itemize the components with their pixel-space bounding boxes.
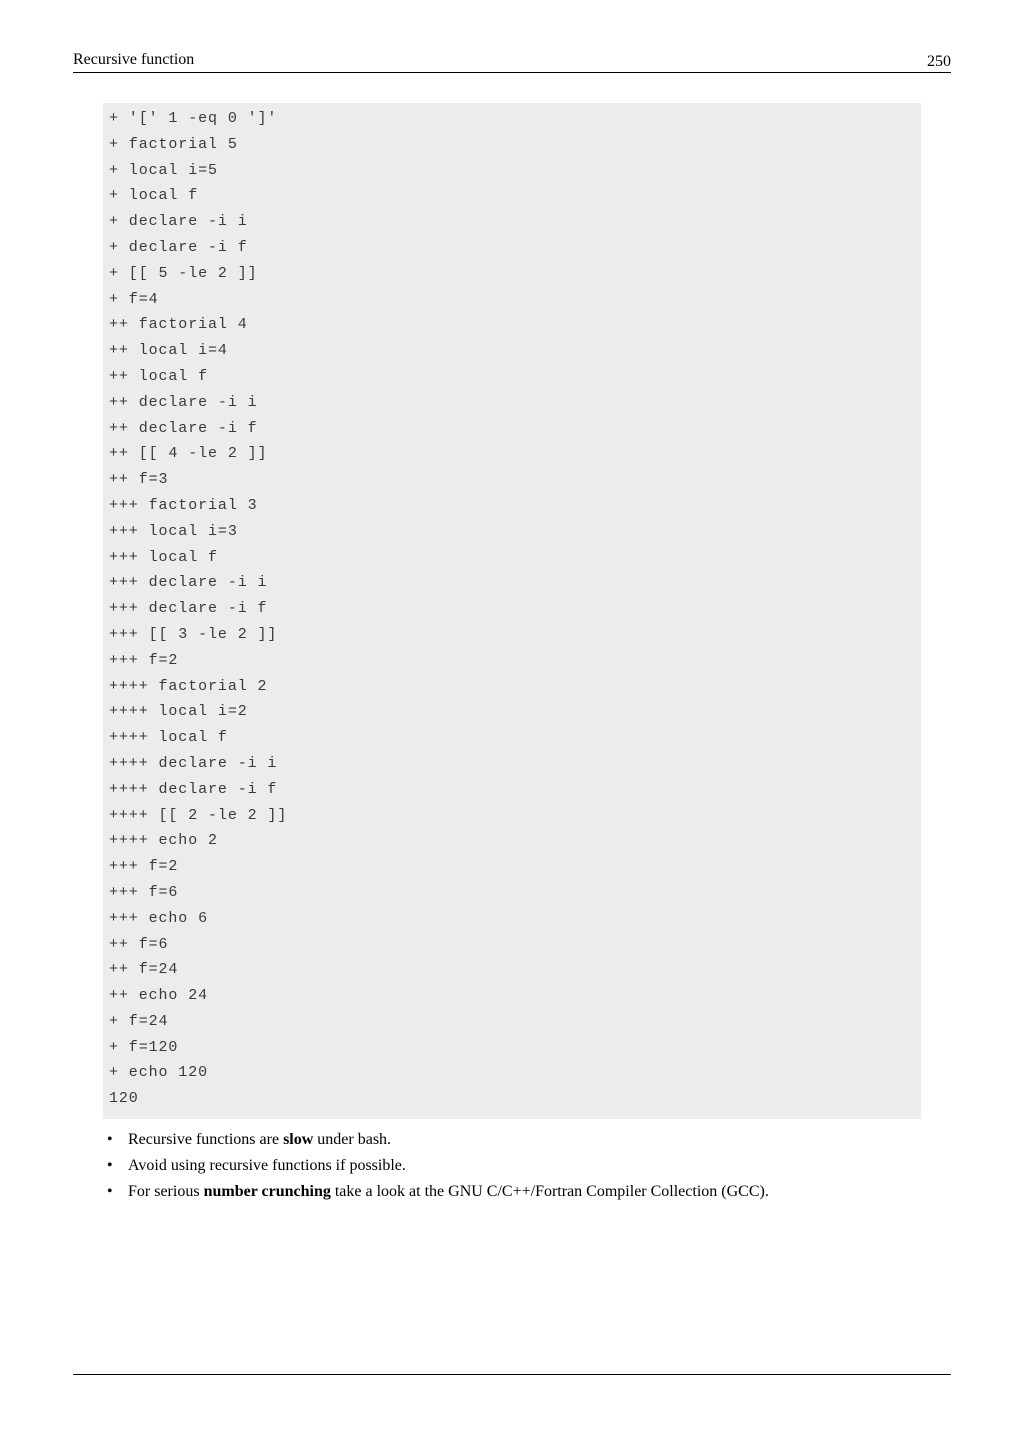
code-line: ++++ [[ 2 -le 2 ]] xyxy=(109,806,288,824)
bullet-text: For serious xyxy=(128,1183,204,1200)
code-line: + echo 120 xyxy=(109,1064,209,1082)
code-line: +++ f=6 xyxy=(109,883,179,901)
list-item xyxy=(107,1127,947,1153)
code-line: ++ f=6 xyxy=(109,935,169,953)
code-line: +++ factorial 3 xyxy=(109,496,258,514)
code-line: +++ local f xyxy=(109,548,218,566)
code-line: ++ f=24 xyxy=(109,961,179,979)
code-line: +++ [[ 3 -le 2 ]] xyxy=(109,625,278,643)
code-line: +++ f=2 xyxy=(109,858,179,876)
code-block xyxy=(103,103,921,1119)
code-line: ++ factorial 4 xyxy=(109,316,248,334)
code-line: ++++ local i=2 xyxy=(109,703,248,721)
code-line: + local f xyxy=(109,187,199,205)
code-line: +++ local i=3 xyxy=(109,522,238,540)
code-line: ++++ echo 2 xyxy=(109,832,218,850)
code-line: + f=24 xyxy=(109,1012,169,1030)
list-item xyxy=(107,1153,947,1179)
code-line: +++ f=2 xyxy=(109,651,179,669)
code-line: + '[' 1 -eq 0 ']' xyxy=(109,110,278,127)
code-line: + declare -i i xyxy=(109,213,248,231)
code-line: + f=120 xyxy=(109,1038,179,1056)
page-number: 250 xyxy=(927,53,951,70)
code-line: + local i=5 xyxy=(109,161,218,179)
code-line: +++ declare -i i xyxy=(109,574,268,592)
bullet-text: Recursive functions are xyxy=(128,1131,284,1148)
code-line: ++++ declare -i i xyxy=(109,754,278,772)
footer-divider xyxy=(73,1374,951,1375)
code-line: ++ echo 24 xyxy=(109,987,209,1005)
code-line: ++ [[ 4 -le 2 ]] xyxy=(109,445,268,463)
bullet-text: take a look at the GNU C/C++/Fortran Compiler Collection (GCC). xyxy=(330,1183,769,1200)
bullet-marker: • xyxy=(107,1131,113,1148)
code-line: ++++ local f xyxy=(109,729,228,747)
code-line: ++++ declare -i f xyxy=(109,780,278,798)
bullet-marker: • xyxy=(107,1183,113,1200)
code-line: ++ local i=4 xyxy=(109,342,228,360)
code-line: +++ declare -i f xyxy=(109,600,268,618)
code-line: + f=4 xyxy=(109,290,159,308)
code-line: + [[ 5 -le 2 ]] xyxy=(109,264,258,282)
page-header xyxy=(73,50,951,73)
code-line: ++ local f xyxy=(109,367,209,385)
bullet-bold-text: slow xyxy=(283,1131,314,1148)
code-line: +++ echo 6 xyxy=(109,909,209,927)
bullet-list xyxy=(107,1127,947,1205)
header-title: Recursive function xyxy=(73,51,195,68)
code-line: ++ f=3 xyxy=(109,471,169,489)
bullet-marker: • xyxy=(107,1157,113,1174)
list-item xyxy=(107,1179,947,1205)
code-line: + factorial 5 xyxy=(109,135,238,153)
bullet-bold-text: number crunching xyxy=(203,1183,331,1200)
code-line: ++ declare -i i xyxy=(109,393,258,411)
code-line: + declare -i f xyxy=(109,238,248,256)
code-line: ++ declare -i f xyxy=(109,419,258,437)
bullet-text: Avoid using recursive functions if possible. xyxy=(128,1157,406,1174)
bullet-text: under bash. xyxy=(313,1131,392,1148)
code-line: ++++ factorial 2 xyxy=(109,677,268,695)
code-line: 120 xyxy=(109,1090,139,1108)
